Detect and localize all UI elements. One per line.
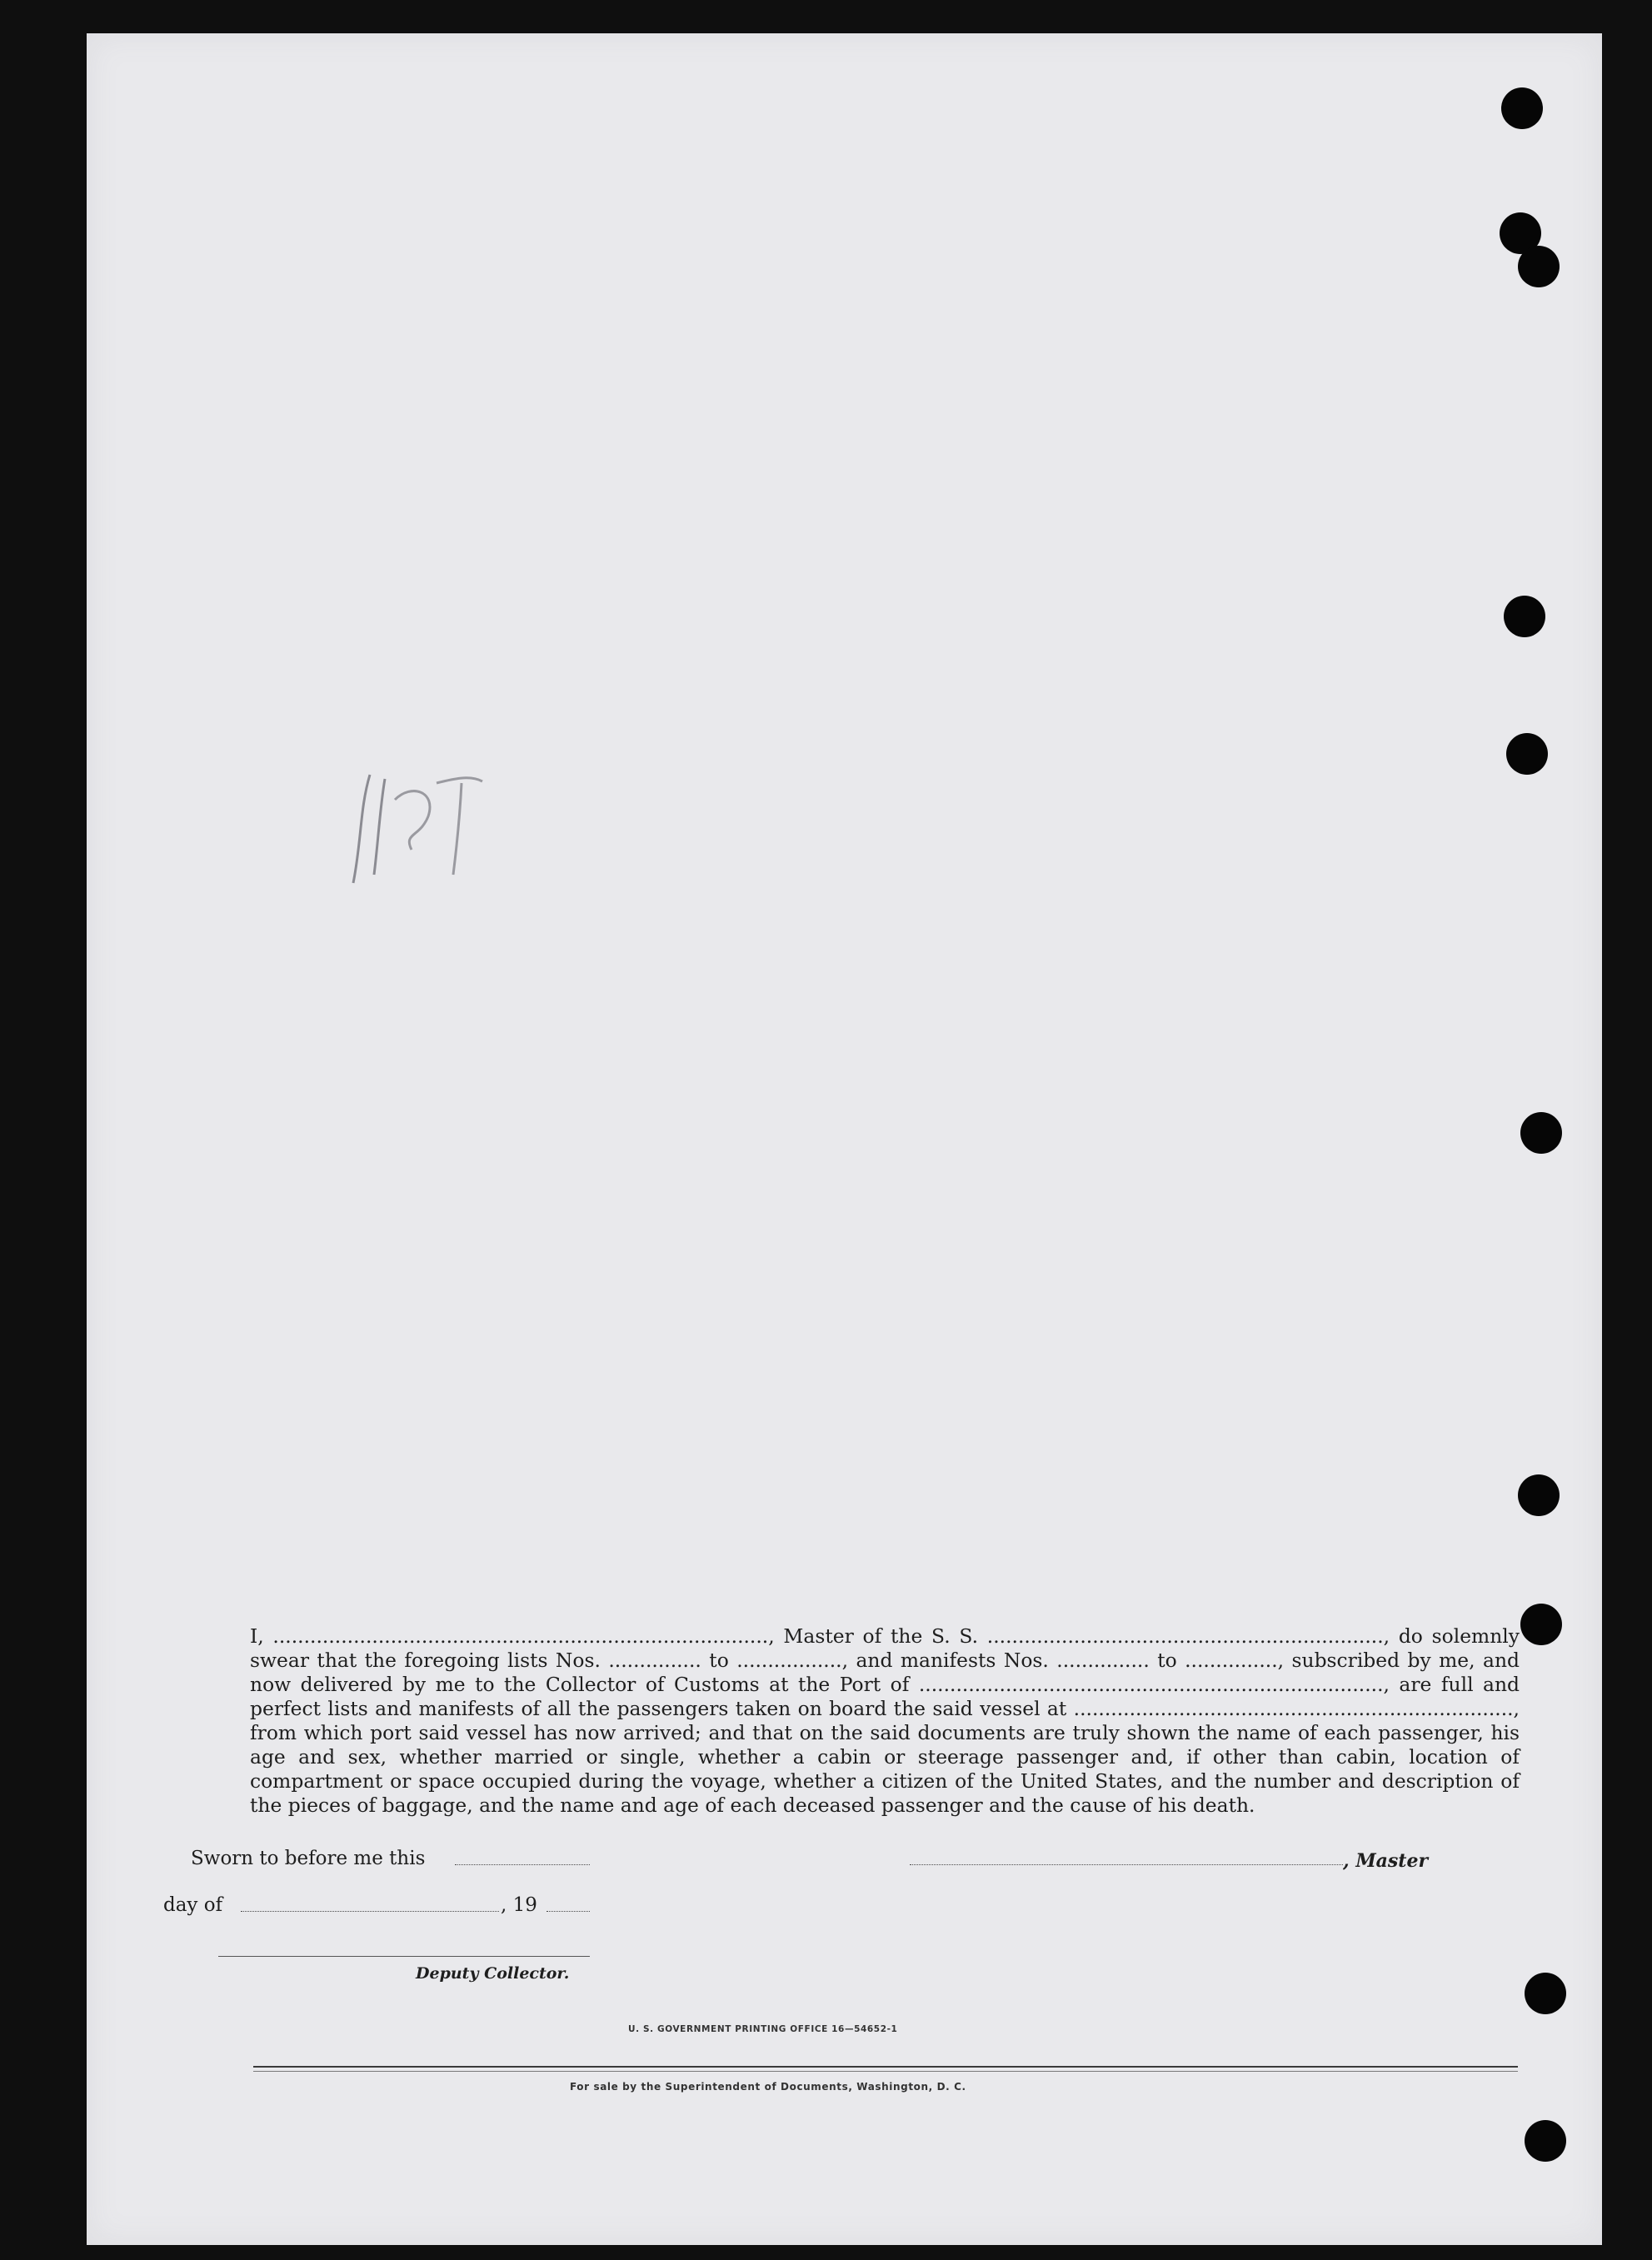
master-label: , Master	[1343, 1850, 1429, 1872]
punch-hole-icon	[1520, 1604, 1562, 1645]
sworn-day-blank[interactable]	[455, 1864, 590, 1865]
day-of-label: day of	[163, 1894, 223, 1916]
year-label: , 19	[501, 1894, 537, 1916]
year-blank[interactable]	[547, 1911, 590, 1912]
footer-rule	[253, 2066, 1518, 2068]
punch-hole-icon	[1518, 246, 1560, 287]
punch-hole-icon	[1504, 596, 1545, 637]
deputy-collector-signature-blank[interactable]	[218, 1956, 590, 1957]
punch-hole-icon	[1525, 1973, 1566, 2014]
printing-office-imprint: U. S. GOVERNMENT PRINTING OFFICE 16—54652-1	[628, 2024, 898, 2034]
for-sale-notice: For sale by the Superintendent of Documents, Washington, D. C.	[570, 2081, 966, 2093]
master-oath-paragraph	[250, 1624, 1520, 1818]
punch-hole-icon	[1525, 2120, 1566, 2162]
punch-hole-icon	[1520, 1112, 1562, 1154]
deputy-collector-label: Deputy Collector.	[416, 1964, 570, 1983]
punch-hole-icon	[1518, 1474, 1560, 1516]
master-signature-blank[interactable]	[910, 1864, 1343, 1865]
oath-text: I, ................................................................................, Master of the S. S. ................................................................, do solemnly swear that the foregoing lists Nos. ............... to ................., and manifests Nos. ............... to ..............., subscribed by me, and now delivered by me to the Collector of Customs at the Port of ..........................................................................., are full and perfect lists and manifests of all the passengers taken on board the said vessel at ......................................................................., from which port said vessel has now arrived; and that on the said documents are truly shown the name of each passenger, his age and sex, whether married or single, whether a cabin or steerage passenger and, if other than cabin, location of compartment or space occupied during the voyage, whether a citizen of the United States, and the number and description of the pieces of baggage, and the name and age of each deceased passenger and the cause of his death.	[250, 1624, 1520, 1817]
punch-hole-icon	[1506, 733, 1548, 775]
month-blank[interactable]	[241, 1911, 499, 1912]
handwritten-mark	[337, 750, 503, 900]
footer-rule-thin	[253, 2071, 1518, 2072]
sworn-label: Sworn to before me this	[191, 1848, 426, 1869]
punch-hole-icon	[1501, 87, 1543, 129]
form-sheet	[87, 33, 1602, 2245]
